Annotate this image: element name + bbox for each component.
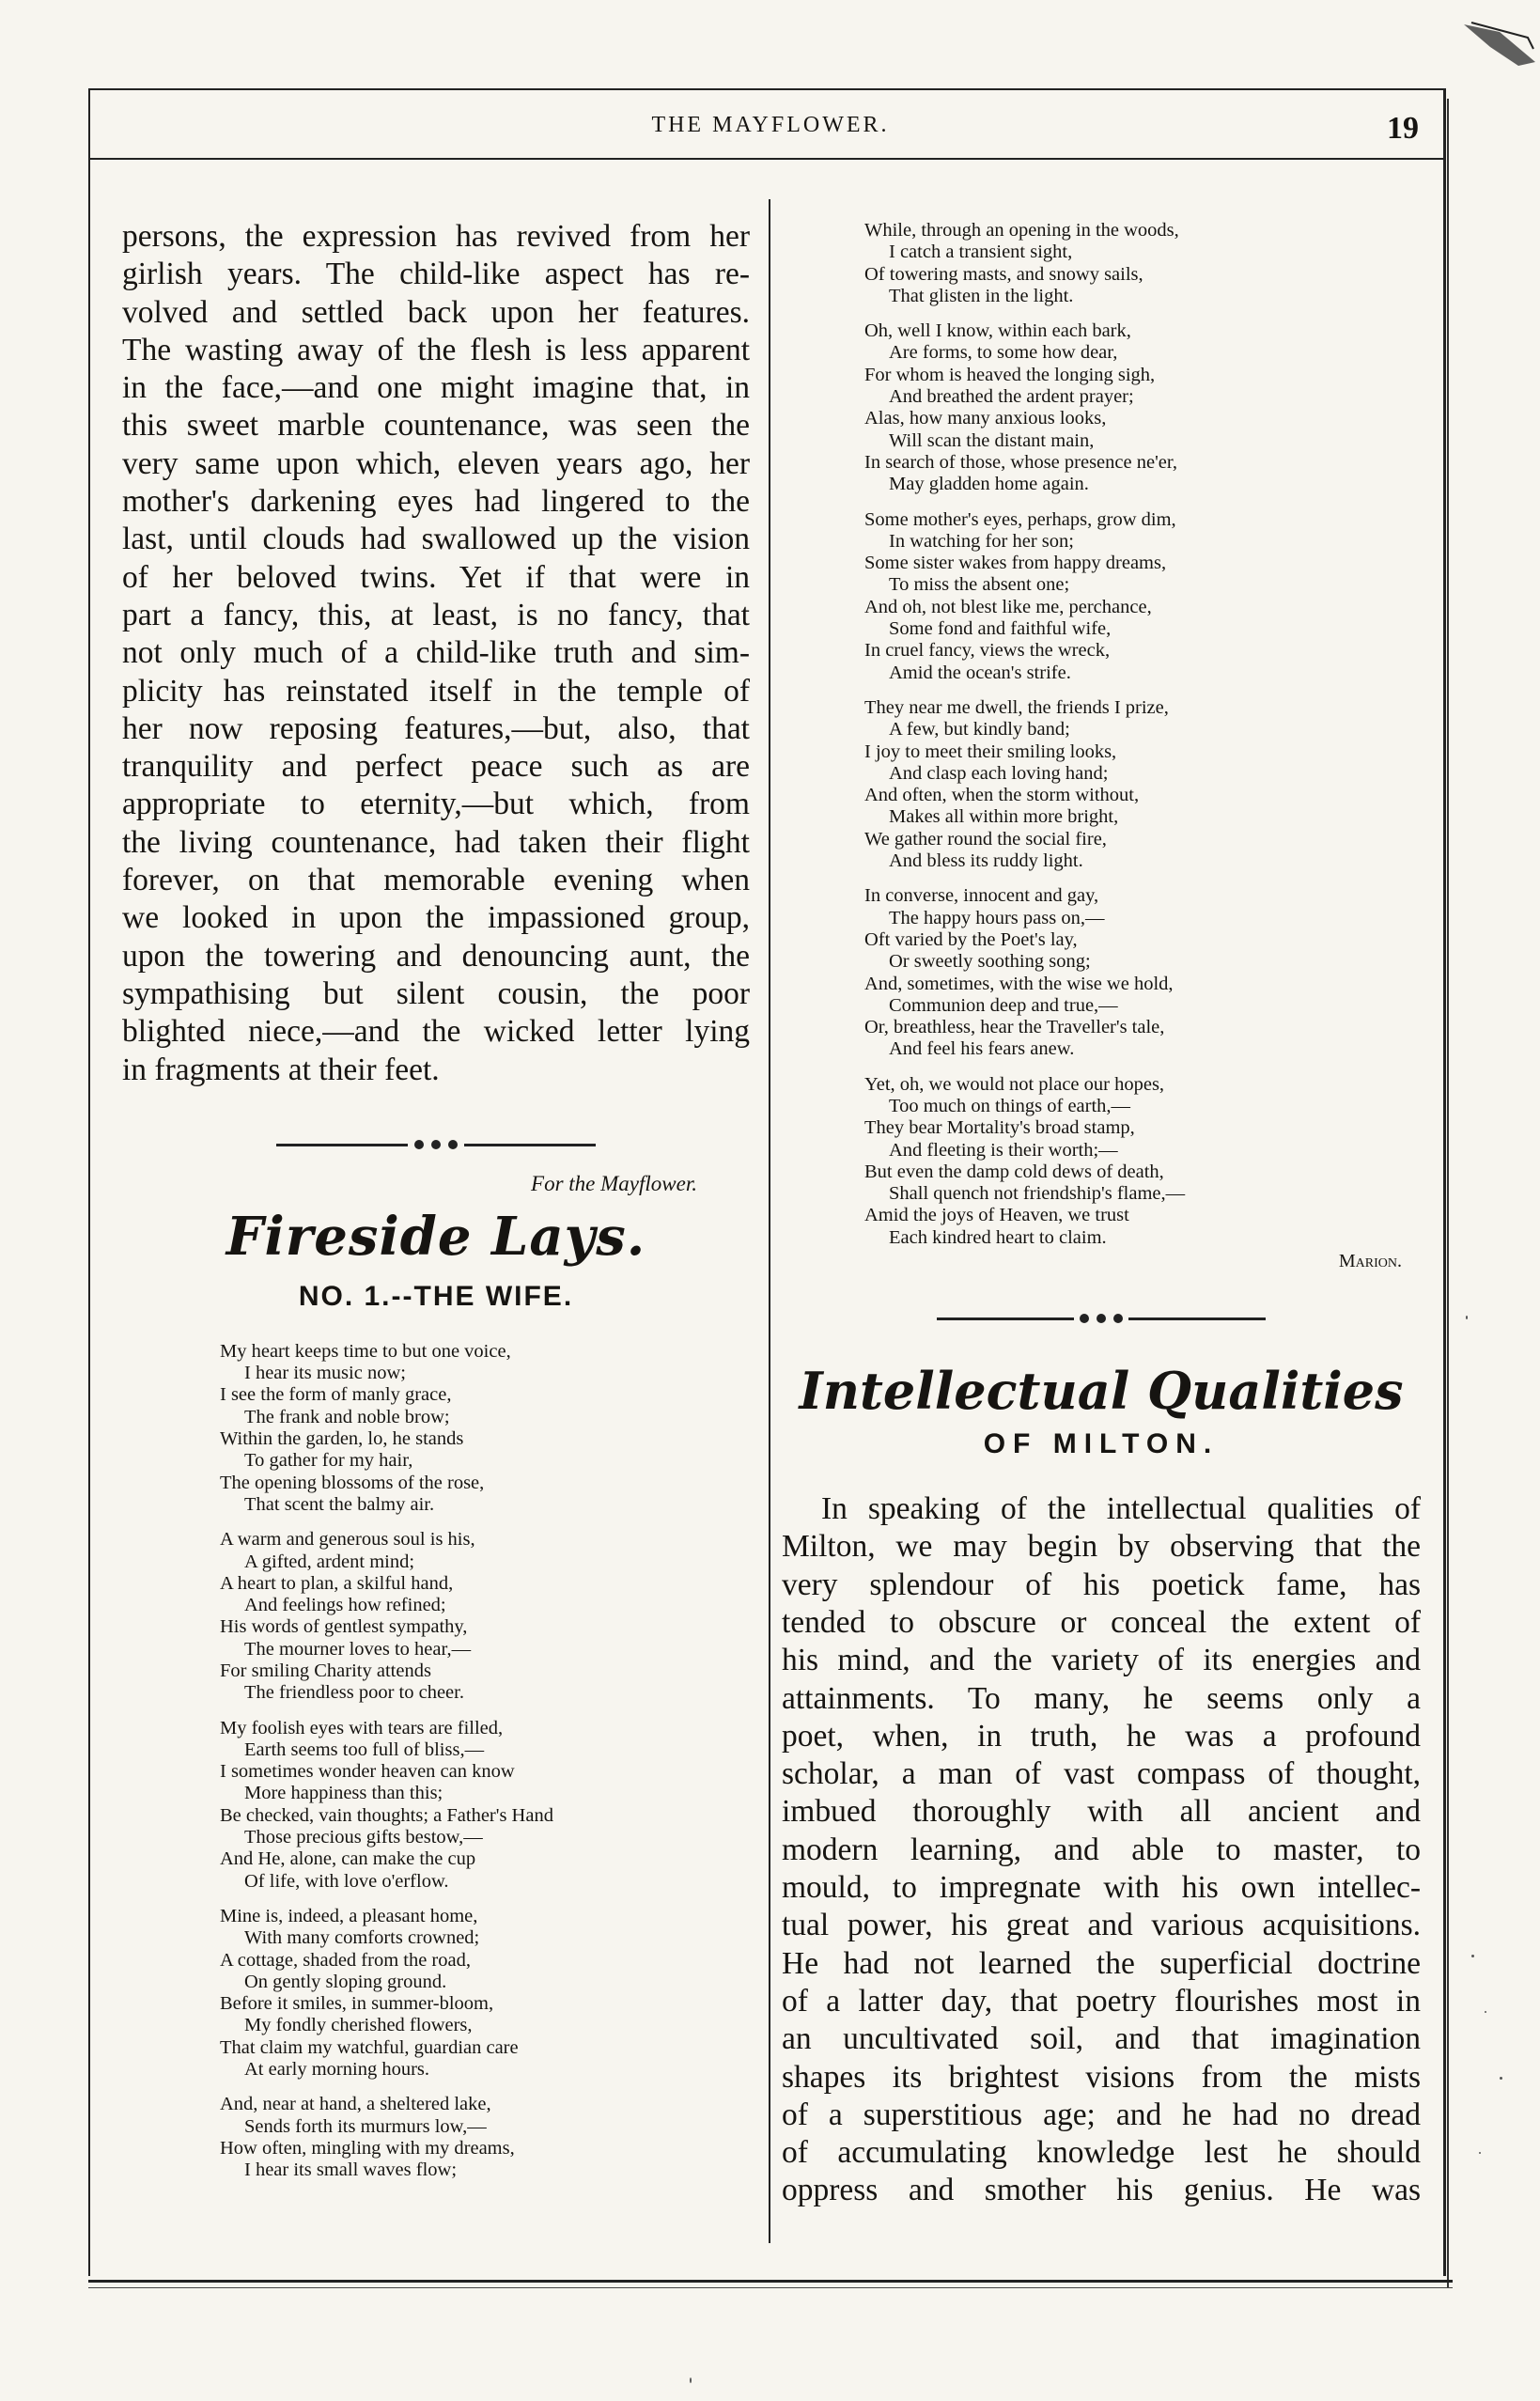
verse-line: I catch a transient sight, xyxy=(889,242,1073,263)
verse-line: I joy to meet their smiling looks, xyxy=(864,741,1117,762)
verse-line: The mourner loves to hear,— xyxy=(244,1638,472,1660)
verse-line: The friendless poor to cheer. xyxy=(244,1682,464,1704)
verse-line: His words of gentlest sympathy, xyxy=(220,1616,468,1638)
poem-title: Fireside Lays. xyxy=(226,1205,646,1268)
verse-line: The frank and noble brow; xyxy=(244,1406,450,1427)
verse-line: Amid the ocean's strife. xyxy=(889,662,1071,683)
stanza xyxy=(864,1074,1421,1249)
verse-line: To gather for my hair, xyxy=(244,1450,413,1472)
prose-line: we looked in upon the impassioned group, xyxy=(122,900,750,936)
verse-line: And, near at hand, a sheltered lake, xyxy=(220,2094,491,2115)
torn-corner-mark xyxy=(1462,19,1537,75)
verse-line: Of towering masts, and snowy sails, xyxy=(864,263,1143,285)
page-number: 19 xyxy=(1387,111,1419,146)
verse-line: I hear its small waves flow; xyxy=(244,2159,458,2181)
verse-line: And clasp each loving hand; xyxy=(889,762,1109,784)
verse-line: Oft varied by the Poet's lay, xyxy=(864,928,1078,950)
verse-line: Amid the joys of Heaven, we trust xyxy=(864,1205,1129,1226)
prose-line: her now reposing features,—but, also, that xyxy=(122,710,750,746)
verse-line: In search of those, whose presence ne'er, xyxy=(864,451,1178,473)
prose-line: oppress and smother his genius. He was xyxy=(782,2173,1421,2208)
verse-line: Be checked, vain thoughts; a Father's Hand xyxy=(220,1804,553,1826)
scan-speck xyxy=(1485,2011,1486,2013)
prose-line: this sweet marble countenance, was seen the xyxy=(122,408,750,444)
verse-line: Some mother's eyes, perhaps, grow dim, xyxy=(864,508,1176,530)
verse-line: And often, when the storm without, xyxy=(864,785,1140,806)
verse-line: And He, alone, can make the cup xyxy=(220,1848,476,1870)
verse-line: To miss the absent one; xyxy=(889,574,1070,596)
prose-line: forever, on that memorable evening when xyxy=(122,863,750,898)
prose-line: in the face,—and one might imagine that, in xyxy=(122,370,750,406)
stanza xyxy=(220,1529,750,1704)
poem-fireside-lays xyxy=(220,1341,750,2182)
prose-line: scholar, a man of vast compass of thought, xyxy=(782,1756,1421,1792)
prose-line: of a latter day, that poetry flourishes most in xyxy=(782,1983,1421,2019)
prose-line: shapes its brightest visions from the mists xyxy=(782,2059,1421,2095)
right-prose xyxy=(782,1490,1421,2210)
section-ornament xyxy=(937,1312,1266,1325)
verse-line: Too much on things of earth,— xyxy=(889,1095,1131,1116)
stanza xyxy=(220,1906,750,2081)
verse-line: And feelings how refined; xyxy=(244,1595,446,1616)
prose-line: In speaking of the intellectual qualities of xyxy=(821,1491,1421,1527)
stanza xyxy=(864,320,1421,495)
verse-line: Will scan the distant main, xyxy=(889,429,1095,451)
scan-speck xyxy=(1471,1955,1474,1957)
verse-line: A heart to plan, a skilful hand, xyxy=(220,1572,454,1594)
verse-line: Shall quench not friendship's flame,— xyxy=(889,1183,1186,1205)
verse-line: On gently sloping ground. xyxy=(244,1971,447,1992)
prose-line: tended to obscure or conceal the extent of xyxy=(782,1604,1421,1640)
prose-line: tranquility and perfect peace such as are xyxy=(122,749,750,785)
verse-line: My heart keeps time to but one voice, xyxy=(220,1340,511,1362)
prose-line: He had not learned the superficial doctrine xyxy=(782,1945,1421,1981)
verse-line: Alas, how many anxious looks, xyxy=(864,408,1107,429)
scan-speck xyxy=(1466,1316,1468,1319)
prose-line: of a superstitious age; and he had no dread xyxy=(782,2097,1421,2132)
verse-line: My fondly cherished flowers, xyxy=(244,2015,473,2036)
verse-line: Or sweetly soothing song; xyxy=(889,951,1091,973)
attribution: For the Mayflower. xyxy=(531,1171,697,1195)
verse-line: That glisten in the light. xyxy=(889,285,1074,306)
verse-line: With many comforts crowned; xyxy=(244,1927,480,1949)
verse-line: And feel his fears anew. xyxy=(889,1038,1075,1060)
verse-line: In cruel fancy, views the wreck, xyxy=(864,640,1111,662)
verse-line: And fleeting is their worth;— xyxy=(889,1139,1118,1161)
verse-line: Yet, oh, we would not place our hopes, xyxy=(864,1073,1165,1095)
verse-line: While, through an opening in the woods, xyxy=(864,220,1179,241)
article-title: Intellectual Qualities xyxy=(799,1361,1404,1422)
prose-line: poet, when, in truth, he was a profound xyxy=(782,1718,1421,1754)
prose-line: persons, the expression has revived from her xyxy=(122,219,750,254)
poem-continuation xyxy=(864,220,1421,1249)
stanza xyxy=(864,697,1421,872)
verse-line: Earth seems too full of bliss,— xyxy=(244,1738,485,1760)
prose-line: attainments. To many, he seems only a xyxy=(782,1680,1421,1716)
prose-line: very splendour of his poetick fame, has xyxy=(782,1567,1421,1602)
header-rule xyxy=(88,158,1443,160)
stanza xyxy=(864,885,1421,1060)
running-head-title: THE MAYFLOWER. xyxy=(651,113,890,137)
right-column xyxy=(782,218,1421,2210)
verse-line: And breathed the ardent prayer; xyxy=(889,386,1134,408)
prose-line: mould, to impregnate with his own intellec- xyxy=(782,1870,1421,1906)
bottom-rule-thin xyxy=(88,2287,1453,2288)
prose-line: his mind, and the variety of its energies and xyxy=(782,1643,1421,1678)
verse-line: In watching for her son; xyxy=(889,530,1074,552)
article-subtitle: OF MILTON. xyxy=(983,1428,1220,1460)
verse-line: Of life, with love o'erflow. xyxy=(244,1870,449,1892)
prose-line: an uncultivated soil, and that imagination xyxy=(782,2021,1421,2057)
stanza xyxy=(864,220,1421,307)
verse-line: A cottage, shaded from the road, xyxy=(220,1949,471,1971)
prose-line: mother's darkening eyes had lingered to the xyxy=(122,484,750,520)
scan-speck xyxy=(690,2378,692,2383)
prose-line: The wasting away of the flesh is less apparent xyxy=(122,332,750,367)
verse-line: The opening blossoms of the rose, xyxy=(220,1472,485,1493)
verse-line: And, sometimes, with the wise we hold, xyxy=(864,973,1174,994)
prose-line: imbued thoroughly with all ancient and xyxy=(782,1794,1421,1830)
verse-line: I sometimes wonder heaven can know xyxy=(220,1761,515,1783)
verse-line: Mine is, indeed, a pleasant home, xyxy=(220,1905,478,1926)
prose-line: girlish years. The child-like aspect has re- xyxy=(122,257,750,292)
prose-line: tual power, his great and various acquisitions. xyxy=(782,1908,1421,1943)
verse-line: I see the form of manly grace, xyxy=(220,1384,452,1406)
verse-line: Sends forth its murmurs low,— xyxy=(244,2115,487,2137)
poem-signature: Marion. xyxy=(1338,1251,1402,1272)
verse-line: Or, breathless, hear the Traveller's tale, xyxy=(864,1017,1165,1038)
verse-line: At early morning hours. xyxy=(244,2059,429,2081)
stanza xyxy=(864,509,1421,684)
prose-line: not only much of a child-like truth and sim- xyxy=(122,635,750,671)
prose-line: very same upon which, eleven years ago, her xyxy=(122,445,750,481)
poem-subtitle: NO. 1.--THE WIFE. xyxy=(298,1280,574,1312)
prose-line: modern learning, and able to master, to xyxy=(782,1832,1421,1867)
prose-line: volved and settled back upon her features. xyxy=(122,294,750,330)
prose-line: appropriate to eternity,—but which, from xyxy=(122,787,750,822)
verse-line: Before it smiles, in summer-bloom, xyxy=(220,1993,494,2015)
verse-line: A warm and generous soul is his, xyxy=(220,1529,475,1551)
scan-speck xyxy=(1479,2152,1481,2154)
prose-line: plicity has reinstated itself in the temple of xyxy=(122,673,750,709)
verse-line: More happiness than this; xyxy=(244,1783,443,1804)
verse-line: They bear Mortality's broad stamp, xyxy=(864,1117,1135,1139)
verse-line: They near me dwell, the friends I prize, xyxy=(864,696,1169,718)
verse-line: May gladden home again. xyxy=(889,474,1089,495)
verse-line: The happy hours pass on,— xyxy=(889,907,1105,928)
verse-line: A gifted, ardent mind; xyxy=(244,1551,415,1572)
verse-line: Some sister wakes from happy dreams, xyxy=(864,553,1167,574)
verse-line: I hear its music now; xyxy=(244,1363,406,1384)
verse-line: Oh, well I know, within each bark, xyxy=(864,320,1131,342)
verse-line: Communion deep and true,— xyxy=(889,994,1118,1016)
prose-line: of her beloved twins. Yet if that were in xyxy=(122,559,750,595)
verse-line: For smiling Charity attends xyxy=(220,1660,431,1681)
prose-line: sympathising but silent cousin, the poor xyxy=(122,975,750,1011)
verse-line: That scent the balmy air. xyxy=(244,1493,435,1515)
verse-line: Within the garden, lo, he stands xyxy=(220,1428,464,1450)
stanza xyxy=(220,1718,750,1893)
verse-line: Are forms, to some how dear, xyxy=(889,342,1118,364)
verse-line: That claim my watchful, guardian care xyxy=(220,2036,519,2058)
verse-line: For whom is heaved the longing sigh, xyxy=(864,364,1156,385)
prose-line: upon the towering and denouncing aunt, the xyxy=(122,938,750,974)
verse-line: Makes all within more bright, xyxy=(889,806,1119,828)
prose-line: blighted niece,—and the wicked letter lying xyxy=(122,1014,750,1050)
stanza xyxy=(220,1341,750,1516)
left-prose xyxy=(122,218,750,1089)
left-column xyxy=(122,218,750,2195)
verse-line: Each kindred heart to claim. xyxy=(889,1226,1107,1248)
verse-line: And bless its ruddy light. xyxy=(889,850,1083,872)
verse-line: But even the damp cold dews of death, xyxy=(864,1161,1164,1182)
verse-line: We gather round the social fire, xyxy=(864,828,1107,850)
prose-line: in fragments at their feet. xyxy=(122,1052,440,1087)
prose-line: last, until clouds had swallowed up the vision xyxy=(122,522,750,557)
prose-line: Milton, we may begin by observing that the xyxy=(782,1529,1421,1565)
prose-line: of accumulating knowledge lest he should xyxy=(782,2135,1421,2171)
verse-line: In converse, innocent and gay, xyxy=(864,885,1099,907)
page-edge-rule xyxy=(1447,99,1449,2288)
verse-line: My foolish eyes with tears are filled, xyxy=(220,1717,504,1738)
bottom-rule xyxy=(88,2280,1453,2283)
column-divider xyxy=(769,199,770,2243)
verse-line: How often, mingling with my dreams, xyxy=(220,2137,515,2159)
verse-line: And oh, not blest like me, perchance, xyxy=(864,596,1152,617)
prose-line: the living countenance, had taken their flight xyxy=(122,824,750,860)
stanza xyxy=(220,2094,750,2181)
prose-line: part a fancy, this, at least, is no fancy, that xyxy=(122,597,750,632)
section-ornament xyxy=(276,1138,596,1151)
verse-line: Some fond and faithful wife, xyxy=(889,618,1112,640)
scan-speck xyxy=(1500,2077,1502,2080)
verse-line: A few, but kindly band; xyxy=(889,719,1070,741)
verse-line: Those precious gifts bestow,— xyxy=(244,1827,483,1848)
